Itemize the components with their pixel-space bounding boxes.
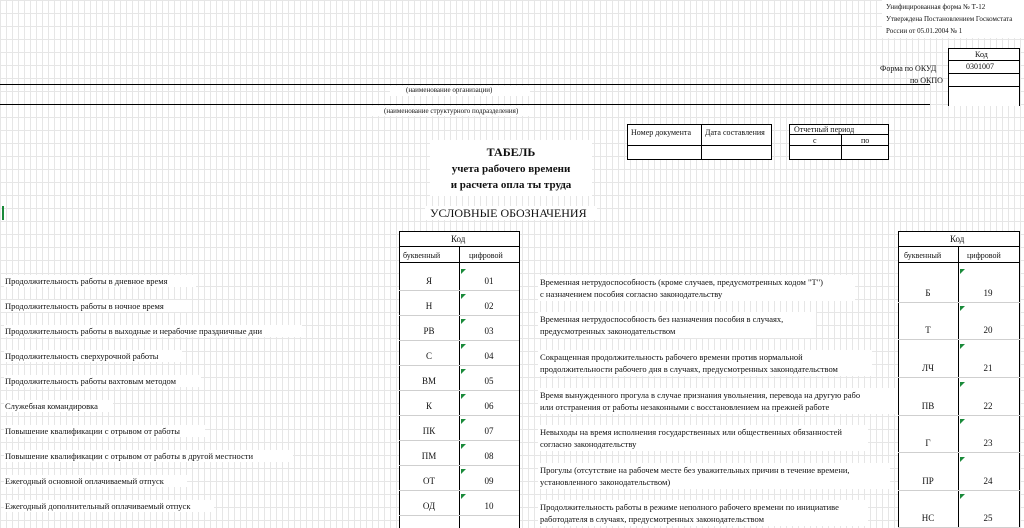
legend-left-item: Ежегодный основной оплачиваемый отпуск <box>5 476 164 486</box>
legend-right-item-line2: продолжительности рабочего дня в случаях, предусмотренных законодательством <box>540 364 838 374</box>
legend-right-digit: 20 <box>983 325 993 335</box>
legend-left-letter: ОТ <box>423 476 435 486</box>
cell-flag-icon <box>960 344 965 349</box>
form-line-3: России от 05.01.2004 № 1 <box>886 27 963 35</box>
cell-flag-icon <box>461 494 466 499</box>
legend-left-digit: 08 <box>484 451 494 461</box>
legend-left-digit: 06 <box>484 401 494 411</box>
legend-right-digit: 22 <box>983 401 993 411</box>
legend-right-item-line1: Временная нетрудоспособность без назначения пособия в случаях, <box>540 314 784 324</box>
period-header: Отчетный период <box>794 125 855 134</box>
legend-left-digit: 07 <box>484 426 494 436</box>
legend-heading: УСЛОВНЫЕ ОБОЗНАЧЕНИЯ <box>430 206 587 220</box>
cell-flag-icon <box>461 394 466 399</box>
legend-right-item-line1: Невыходы на время исполнения государственных или общественных обязанностей <box>540 427 842 437</box>
selection-marker <box>2 206 4 220</box>
okud-value: 0301007 <box>966 62 994 71</box>
cell-flag-icon <box>461 269 466 274</box>
legend-right-item-line1: Прогулы (отсутствие на рабочем месте без уважительных причин в течение времени, <box>540 465 850 475</box>
legend-right-letter: ПР <box>922 476 934 486</box>
cell-flag-icon <box>461 369 466 374</box>
cell-flag-icon <box>960 382 965 387</box>
legend-left-letter: ВМ <box>421 376 436 386</box>
legend-right-item-line1: Время вынужденного прогула в случае признания увольнения, перевода на другую рабо <box>540 390 861 400</box>
period-to: по <box>861 136 870 145</box>
right-letter-header: буквенный <box>904 251 942 260</box>
form-line-1: Унифицированная форма № Т-12 <box>886 3 986 11</box>
legend-left-digit: 10 <box>484 501 494 511</box>
cell-flag-icon <box>461 294 466 299</box>
legend-right-item-line2: или отстранения от работы незаконными с восстановлением на прежней работе <box>540 402 830 412</box>
dept-caption: (наименование структурного подразделения) <box>384 107 519 115</box>
legend-right-item-line2: с назначением пособия согласно законодательству <box>540 289 723 299</box>
title-line-2: учета рабочего времени <box>451 163 571 175</box>
legend-left-item: Служебная командировка <box>5 401 98 411</box>
legend-right-item-line2: установленного законодательством) <box>540 477 671 487</box>
form-line-2: Утверждена Постановлением Госкомстата <box>886 15 1013 23</box>
legend-left-item: Продолжительность работы в выходные и нерабочие праздничные дни <box>5 326 263 336</box>
legend-right-item-line2: согласно законодательству <box>540 439 637 449</box>
legend-left-item: Повышение квалификации с отрывом от работы в другой местности <box>5 451 254 461</box>
legend-left-letter: ПМ <box>421 451 437 461</box>
legend-left-item: Повышение квалификации с отрывом от работы <box>5 426 180 436</box>
legend-left-digit: 04 <box>484 351 494 361</box>
cell-flag-icon <box>461 344 466 349</box>
legend-left-digit: 03 <box>484 326 494 336</box>
doc-date-header: Дата составления <box>705 128 765 137</box>
legend-right-digit: 21 <box>983 363 993 373</box>
legend-left-letter: К <box>425 401 432 411</box>
legend-left-letter: С <box>425 351 432 361</box>
legend-right-item-line1: Временная нетрудоспособность (кроме случаев, предусмотренных кодом "Т") <box>540 277 824 287</box>
okud-label: Форма по ОКУД <box>880 64 937 73</box>
legend-right-item-line2: работодателя в случаях, предусмотренных законодательством <box>540 514 764 524</box>
legend-left-letter: ПК <box>422 426 436 436</box>
right-code-header: Код <box>950 234 965 244</box>
cell-flag-icon <box>960 494 965 499</box>
legend-left-item: Продолжительность сверхурочной работы <box>5 351 159 361</box>
legend-left-letter: Н <box>425 301 433 311</box>
cell-flag-icon <box>960 306 965 311</box>
legend-left-item: Продолжительность работы в дневное время <box>5 276 168 286</box>
code-header: Код <box>975 50 988 59</box>
left-code-header: Код <box>451 234 466 244</box>
legend-right-digit: 19 <box>983 288 993 298</box>
cell-flag-icon <box>461 444 466 449</box>
legend-left-digit: 01 <box>484 276 494 286</box>
cell-flag-icon <box>960 269 965 274</box>
legend-left-letter: РВ <box>423 326 435 336</box>
org-caption: (наименование организации) <box>406 86 493 94</box>
legend-left-letter: Я <box>425 276 432 286</box>
okpo-label: по ОКПО <box>910 76 943 85</box>
legend-left-item: Ежегодный дополнительный оплачиваемый отпуск <box>5 501 191 511</box>
legend-right-letter: Г <box>925 438 931 448</box>
legend-left-letter: ОД <box>422 501 436 511</box>
legend-right-letter: Б <box>925 288 931 298</box>
legend-right-digit: 25 <box>983 513 993 523</box>
legend-right-letter: НС <box>921 513 935 523</box>
legend-left-item: Продолжительность работы вахтовым методом <box>5 376 177 386</box>
cell-flag-icon <box>461 319 466 324</box>
title-line-1: ТАБЕЛЬ <box>486 145 536 159</box>
legend-right-item-line1: Сокращенная продолжительность рабочего времени против нормальной <box>540 352 803 362</box>
period-from: с <box>813 136 817 145</box>
cell-flag-icon <box>960 419 965 424</box>
legend-right-digit: 23 <box>983 438 993 448</box>
legend-left-digit: 05 <box>484 376 494 386</box>
cell-flag-icon <box>461 419 466 424</box>
legend-right-letter: ПВ <box>921 401 935 411</box>
cell-flag-icon <box>960 457 965 462</box>
legend-right-item-line2: предусмотренных законодательством <box>540 326 676 336</box>
legend-left-digit: 02 <box>484 301 494 311</box>
doc-number-header: Номер документа <box>631 128 692 137</box>
legend-right-item-line1: Продолжительность работы в режиме неполного рабочего времени по инициативе <box>540 502 839 512</box>
right-digit-header: цифровой <box>967 251 1001 260</box>
left-digit-header: цифровой <box>469 251 503 260</box>
cell-flag-icon <box>461 469 466 474</box>
legend-right-letter: ЛЧ <box>922 363 934 373</box>
title-line-3: и расчета опла ты труда <box>450 179 572 191</box>
left-letter-header: буквенный <box>403 251 441 260</box>
legend-right-letter: Т <box>925 325 931 335</box>
legend-left-item: Продолжительность работы в ночное время <box>5 301 164 311</box>
legend-left-digit: 09 <box>484 476 494 486</box>
legend-right-digit: 24 <box>983 476 993 486</box>
